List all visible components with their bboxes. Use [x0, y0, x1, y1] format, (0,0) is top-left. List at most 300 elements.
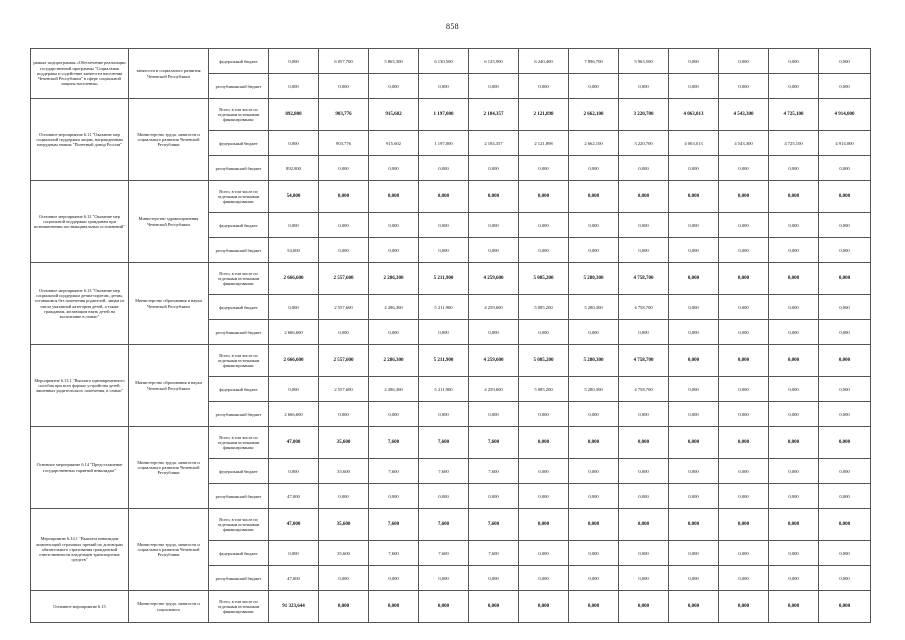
amount-cell: 7,600 [469, 509, 519, 541]
funding-source-cell: республиканский бюджет [209, 566, 269, 591]
amount-cell: 0,000 [769, 402, 819, 427]
amount-cell: 0,000 [469, 320, 519, 345]
amount-cell: 0,000 [669, 541, 719, 566]
amount-cell: 6 130,500 [419, 49, 469, 74]
amount-cell: 0,000 [269, 377, 319, 402]
amount-cell: 0,000 [719, 49, 769, 74]
amount-cell: 5 085,200 [519, 377, 569, 402]
amount-cell: 2 557,600 [319, 295, 369, 320]
amount-cell: 0,000 [369, 484, 419, 509]
amount-cell: 2 662,100 [569, 131, 619, 156]
amount-cell: 0,000 [619, 213, 669, 238]
amount-cell: 0,000 [369, 566, 419, 591]
amount-cell: 5 085,200 [519, 295, 569, 320]
funding-table-body [31, 49, 871, 623]
measure-name-cell: Мероприятие 6.14.1 "Выплата инвалидам компенсаций страховых премий по договорам обязательного страхования гражданской ответственности владельцев транспортных средств" [31, 509, 129, 591]
amount-cell: 0,000 [719, 320, 769, 345]
amount-cell: 0,000 [669, 263, 719, 295]
funding-source-cell: республиканский бюджет [209, 320, 269, 345]
amount-cell: 4 914,000 [819, 99, 871, 131]
amount-cell: 4 725,100 [769, 99, 819, 131]
measure-name-cell: Мероприятие 6.13.1 "Выплата единовременного пособия при всех формах устройства детей, лишенных родительского попечения, в семью" [31, 345, 129, 427]
funding-source-cell: федеральный бюджет [209, 377, 269, 402]
amount-cell: 0,000 [819, 74, 871, 99]
amount-cell: 0,000 [669, 484, 719, 509]
amount-cell: 0,000 [619, 238, 669, 263]
amount-cell: 4 758,700 [619, 345, 669, 377]
amount-cell: 0,000 [519, 484, 569, 509]
amount-cell: 0,000 [269, 541, 319, 566]
funding-source-cell: федеральный бюджет [209, 213, 269, 238]
amount-cell: 7,600 [419, 509, 469, 541]
amount-cell: 5 085,200 [519, 263, 569, 295]
amount-cell: 0,000 [769, 320, 819, 345]
amount-cell: 0,000 [669, 181, 719, 213]
amount-cell: 2 557,600 [319, 263, 369, 295]
page-number: 858 [446, 22, 459, 31]
amount-cell: 7,600 [419, 541, 469, 566]
table-row-total [31, 591, 871, 623]
funding-source-cell: Всего, в том числе по отдельным источникам финансирования: [209, 263, 269, 295]
amount-cell: 0,000 [519, 213, 569, 238]
amount-cell: 0,000 [419, 181, 469, 213]
table-row-total [31, 345, 871, 377]
amount-cell: 4 543,300 [719, 131, 769, 156]
amount-cell: 0,000 [519, 566, 569, 591]
amount-cell: 2 557,600 [319, 345, 369, 377]
amount-cell: 0,000 [469, 591, 519, 623]
amount-cell: 7,600 [469, 541, 519, 566]
amount-cell: 4 758,700 [619, 295, 669, 320]
amount-cell: 0,000 [319, 566, 369, 591]
amount-cell: 7,600 [469, 427, 519, 459]
amount-cell: 4 259,600 [469, 377, 519, 402]
amount-cell: 4 725,100 [769, 131, 819, 156]
amount-cell: 0,000 [669, 591, 719, 623]
amount-cell: 5 085,200 [519, 345, 569, 377]
amount-cell: 7,600 [419, 427, 469, 459]
amount-cell: 0,000 [769, 377, 819, 402]
table-row-total [31, 427, 871, 459]
amount-cell: 0,000 [819, 49, 871, 74]
amount-cell: 0,000 [719, 402, 769, 427]
executor-cell: Министерство образования и науки Чеченской Республики [129, 345, 209, 427]
amount-cell: 7,600 [369, 541, 419, 566]
funding-source-cell: Всего, в том числе по отдельным источникам финансирования: [209, 427, 269, 459]
amount-cell: 0,000 [619, 427, 669, 459]
table-row-total [31, 99, 871, 131]
executor-cell: Министерство труда, занятости и социального развития Чеченской Республики [129, 427, 209, 509]
amount-cell: 0,000 [719, 213, 769, 238]
amount-cell: 0,000 [519, 427, 569, 459]
funding-table-container [30, 48, 870, 623]
amount-cell: 0,000 [569, 181, 619, 213]
amount-cell: 0,000 [819, 402, 871, 427]
amount-cell: 4 543,300 [719, 99, 769, 131]
funding-source-cell: республиканский бюджет [209, 402, 269, 427]
amount-cell: 0,000 [769, 295, 819, 320]
amount-cell: 0,000 [619, 156, 669, 181]
funding-source-cell: Всего, в том числе по отдельным источникам финансирования: [209, 591, 269, 623]
amount-cell: 5 280,300 [569, 377, 619, 402]
amount-cell: 0,000 [619, 74, 669, 99]
amount-cell: 6 057,700 [319, 49, 369, 74]
amount-cell: 0,000 [719, 181, 769, 213]
amount-cell: 0,000 [419, 156, 469, 181]
amount-cell: 0,000 [769, 238, 819, 263]
amount-cell: 0,000 [369, 320, 419, 345]
amount-cell: 0,000 [569, 320, 619, 345]
amount-cell: 0,000 [619, 484, 669, 509]
amount-cell: 0,000 [319, 591, 369, 623]
amount-cell: 0,000 [469, 566, 519, 591]
amount-cell: 0,000 [369, 74, 419, 99]
funding-source-cell: федеральный бюджет [209, 49, 269, 74]
amount-cell: 0,000 [369, 238, 419, 263]
amount-cell: 0,000 [669, 345, 719, 377]
amount-cell: 0,000 [269, 49, 319, 74]
amount-cell: 2 286,300 [369, 345, 419, 377]
amount-cell: 2 121,898 [519, 131, 569, 156]
funding-source-cell: Всего, в том числе по отдельным источникам финансирования: [209, 345, 269, 377]
amount-cell: 0,000 [419, 566, 469, 591]
amount-cell: 0,000 [619, 541, 669, 566]
amount-cell: 54,000 [269, 181, 319, 213]
amount-cell: 0,000 [769, 427, 819, 459]
amount-cell: 0,000 [319, 484, 369, 509]
amount-cell: 0,000 [669, 320, 719, 345]
amount-cell: 0,000 [819, 181, 871, 213]
measure-name-cell: рамках подпрограммы «Обеспечение реализации государственной программы "Социальная поддержка и содействие занятости населения Чеченской Республики" в сфере социальной защиты населения» [31, 49, 129, 99]
amount-cell: 5 211,900 [419, 345, 469, 377]
amount-cell: 0,000 [769, 484, 819, 509]
amount-cell: 915,602 [369, 99, 419, 131]
amount-cell: 0,000 [769, 156, 819, 181]
amount-cell: 0,000 [669, 566, 719, 591]
amount-cell: 0,000 [569, 213, 619, 238]
amount-cell: 0,000 [669, 402, 719, 427]
amount-cell: 2 662,100 [569, 99, 619, 131]
amount-cell: 2 184,357 [469, 99, 519, 131]
amount-cell: 2 286,300 [369, 377, 419, 402]
funding-source-cell: федеральный бюджет [209, 295, 269, 320]
amount-cell: 0,000 [819, 263, 871, 295]
amount-cell: 903,776 [319, 131, 369, 156]
amount-cell: 3 220,700 [619, 131, 669, 156]
amount-cell: 0,000 [319, 156, 369, 181]
amount-cell: 0,000 [469, 484, 519, 509]
amount-cell: 0,000 [819, 427, 871, 459]
amount-cell: 0,000 [469, 156, 519, 181]
amount-cell: 0,000 [819, 156, 871, 181]
funding-source-cell: Всего, в том числе по отдельным источникам финансирования: [209, 509, 269, 541]
funding-source-cell: республиканский бюджет [209, 238, 269, 263]
amount-cell: 0,000 [619, 402, 669, 427]
amount-cell: 0,000 [619, 320, 669, 345]
amount-cell: 0,000 [819, 541, 871, 566]
funding-source-cell: Всего, в том числе по отдельным источникам финансирования: [209, 99, 269, 131]
amount-cell: 0,000 [719, 263, 769, 295]
amount-cell: 47,000 [269, 427, 319, 459]
amount-cell: 3 220,700 [619, 99, 669, 131]
amount-cell: 35,600 [319, 459, 369, 484]
amount-cell: 0,000 [419, 213, 469, 238]
amount-cell: 0,000 [319, 320, 369, 345]
amount-cell: 2 286,300 [369, 263, 419, 295]
amount-cell: 0,000 [819, 566, 871, 591]
amount-cell: 0,000 [619, 566, 669, 591]
amount-cell: 7,600 [369, 427, 419, 459]
amount-cell: 5 211,900 [419, 377, 469, 402]
amount-cell: 35,600 [319, 541, 369, 566]
amount-cell: 5 280,300 [569, 295, 619, 320]
amount-cell: 5 211,900 [419, 295, 469, 320]
amount-cell: 0,000 [569, 566, 619, 591]
amount-cell: 0,000 [519, 238, 569, 263]
amount-cell: 0,000 [669, 156, 719, 181]
amount-cell: 0,000 [819, 320, 871, 345]
amount-cell: 0,000 [469, 74, 519, 99]
amount-cell: 915,602 [369, 131, 419, 156]
funding-source-cell: республиканский бюджет [209, 156, 269, 181]
amount-cell: 4 758,700 [619, 263, 669, 295]
amount-cell: 7 896,700 [569, 49, 619, 74]
amount-cell: 0,000 [419, 74, 469, 99]
executor-cell: Министерство труда, занятости и социального [129, 591, 209, 623]
amount-cell: 5 280,300 [569, 263, 619, 295]
amount-cell: 0,000 [819, 591, 871, 623]
amount-cell: 0,000 [619, 181, 669, 213]
amount-cell: 0,000 [769, 213, 819, 238]
amount-cell: 0,000 [569, 484, 619, 509]
amount-cell: 0,000 [819, 213, 871, 238]
measure-name-cell: Основное мероприятие 6.12 "Оказание мер социальной поддержки гражданам при возникновении поствакцинальных осложнений" [31, 181, 129, 263]
table-row-total [31, 263, 871, 295]
funding-source-cell: Всего, в том числе по отдельным источникам финансирования: [209, 181, 269, 213]
amount-cell: 0,000 [369, 213, 419, 238]
amount-cell: 0,000 [469, 213, 519, 238]
amount-cell: 7,600 [469, 459, 519, 484]
amount-cell: 0,000 [769, 459, 819, 484]
amount-cell: 7,600 [369, 509, 419, 541]
table-row-federal [31, 49, 871, 74]
amount-cell: 0,000 [719, 156, 769, 181]
amount-cell: 4 259,600 [469, 263, 519, 295]
amount-cell: 0,000 [469, 238, 519, 263]
funding-source-cell: республиканский бюджет [209, 484, 269, 509]
amount-cell: 0,000 [269, 459, 319, 484]
amount-cell: 0,000 [769, 345, 819, 377]
amount-cell: 0,000 [569, 509, 619, 541]
amount-cell: 2 666,600 [269, 263, 319, 295]
amount-cell: 0,000 [319, 74, 369, 99]
amount-cell: 0,000 [569, 427, 619, 459]
amount-cell: 0,000 [319, 213, 369, 238]
amount-cell: 4 259,600 [469, 345, 519, 377]
amount-cell: 0,000 [719, 345, 769, 377]
amount-cell: 0,000 [369, 156, 419, 181]
amount-cell: 1 197,000 [419, 131, 469, 156]
amount-cell: 5 865,300 [369, 49, 419, 74]
amount-cell: 2 121,898 [519, 99, 569, 131]
amount-cell: 2 557,600 [319, 377, 369, 402]
amount-cell: 0,000 [519, 509, 569, 541]
amount-cell: 0,000 [519, 459, 569, 484]
amount-cell: 0,000 [719, 484, 769, 509]
amount-cell: 0,000 [669, 427, 719, 459]
amount-cell: 0,000 [769, 591, 819, 623]
amount-cell: 0,000 [669, 377, 719, 402]
funding-source-cell: федеральный бюджет [209, 131, 269, 156]
executor-cell: Министерство труда, занятости и социального развития Чеченской Республики [129, 509, 209, 591]
amount-cell: 0,000 [369, 591, 419, 623]
amount-cell: 91 323,644 [269, 591, 319, 623]
amount-cell: 4 758,700 [619, 377, 669, 402]
amount-cell: 0,000 [669, 49, 719, 74]
amount-cell: 54,000 [269, 238, 319, 263]
amount-cell: 0,000 [719, 377, 769, 402]
amount-cell: 0,000 [719, 427, 769, 459]
amount-cell: 5 211,900 [419, 263, 469, 295]
amount-cell: 0,000 [569, 459, 619, 484]
amount-cell: 0,000 [569, 74, 619, 99]
executor-cell: Министерство образования и науки Чеченской Республики [129, 263, 209, 345]
amount-cell: 2 666,600 [269, 320, 319, 345]
amount-cell: 0,000 [369, 402, 419, 427]
amount-cell: 4 259,600 [469, 295, 519, 320]
amount-cell: 0,000 [719, 295, 769, 320]
amount-cell: 0,000 [669, 295, 719, 320]
measure-name-cell: Основное мероприятие 6.14 "Предоставление государственных гарантий инвалидам" [31, 427, 129, 509]
executor-cell: Министерство труда, занятости и социального развития Чеченской Республики [129, 99, 209, 181]
amount-cell: 0,000 [669, 74, 719, 99]
amount-cell: 0,000 [519, 591, 569, 623]
amount-cell: 0,000 [769, 509, 819, 541]
amount-cell: 1 197,000 [419, 99, 469, 131]
amount-cell: 35,600 [319, 427, 369, 459]
amount-cell: 0,000 [719, 541, 769, 566]
amount-cell: 0,000 [819, 377, 871, 402]
amount-cell: 2 666,600 [269, 345, 319, 377]
amount-cell: 0,000 [269, 295, 319, 320]
amount-cell: 0,000 [769, 49, 819, 74]
amount-cell: 0,000 [819, 509, 871, 541]
amount-cell: 0,000 [569, 541, 619, 566]
amount-cell: 5 963,500 [619, 49, 669, 74]
funding-table [30, 48, 871, 623]
amount-cell: 7,600 [419, 459, 469, 484]
amount-cell: 0,000 [719, 566, 769, 591]
amount-cell: 0,000 [369, 181, 419, 213]
amount-cell: 0,000 [569, 156, 619, 181]
amount-cell: 0,000 [819, 484, 871, 509]
amount-cell: 6 125,900 [469, 49, 519, 74]
amount-cell: 4 063,013 [669, 99, 719, 131]
amount-cell: 7,600 [369, 459, 419, 484]
amount-cell: 892,800 [269, 99, 319, 131]
measure-name-cell: Основное мероприятие 6.13 "Оказание мер социальной поддержки детям-сиротам, детям, оставшимся без попечения родителей, лицам из числа указанной категории детей, а также гражданам, желающим взять детей на воспитание в семью" [31, 263, 129, 345]
amount-cell: 0,000 [619, 591, 669, 623]
amount-cell: 2 666,600 [269, 402, 319, 427]
amount-cell: 0,000 [269, 74, 319, 99]
amount-cell: 47,000 [269, 509, 319, 541]
funding-source-cell: федеральный бюджет [209, 459, 269, 484]
amount-cell: 4 914,000 [819, 131, 871, 156]
amount-cell: 0,000 [519, 402, 569, 427]
amount-cell: 0,000 [769, 541, 819, 566]
amount-cell: 0,000 [819, 459, 871, 484]
funding-source-cell: федеральный бюджет [209, 541, 269, 566]
measure-name-cell: Основное мероприятие 6.15 [31, 591, 129, 623]
amount-cell: 0,000 [719, 509, 769, 541]
amount-cell: 0,000 [769, 74, 819, 99]
amount-cell: 0,000 [419, 320, 469, 345]
amount-cell: 0,000 [469, 181, 519, 213]
amount-cell: 0,000 [519, 541, 569, 566]
amount-cell: 892,800 [269, 156, 319, 181]
table-row-total [31, 509, 871, 541]
amount-cell: 0,000 [719, 591, 769, 623]
amount-cell: 2 286,300 [369, 295, 419, 320]
amount-cell: 0,000 [669, 238, 719, 263]
amount-cell: 0,000 [519, 156, 569, 181]
amount-cell: 4 063,013 [669, 131, 719, 156]
amount-cell: 0,000 [569, 402, 619, 427]
amount-cell: 2 184,357 [469, 131, 519, 156]
amount-cell: 0,000 [519, 74, 569, 99]
amount-cell: 0,000 [319, 238, 369, 263]
amount-cell: 0,000 [669, 459, 719, 484]
amount-cell: 0,000 [419, 238, 469, 263]
amount-cell: 0,000 [619, 509, 669, 541]
amount-cell: 0,000 [419, 402, 469, 427]
amount-cell: 0,000 [769, 181, 819, 213]
amount-cell: 0,000 [519, 320, 569, 345]
amount-cell: 0,000 [269, 131, 319, 156]
amount-cell: 0,000 [719, 459, 769, 484]
table-row-total [31, 181, 871, 213]
measure-name-cell: Основное мероприятие 6.11 "Оказание мер социальной поддержки лицам, награжденным нагрудным знаком "Почетный донор России" [31, 99, 129, 181]
amount-cell: 6 240,400 [519, 49, 569, 74]
amount-cell: 0,000 [719, 238, 769, 263]
executor-cell: занятости и социального развития Чеченской Республики [129, 49, 209, 99]
amount-cell: 0,000 [669, 509, 719, 541]
amount-cell: 0,000 [569, 591, 619, 623]
amount-cell: 0,000 [419, 484, 469, 509]
amount-cell: 0,000 [269, 213, 319, 238]
amount-cell: 0,000 [769, 263, 819, 295]
amount-cell: 5 280,300 [569, 345, 619, 377]
amount-cell: 0,000 [719, 74, 769, 99]
amount-cell: 0,000 [769, 566, 819, 591]
amount-cell: 0,000 [819, 295, 871, 320]
funding-source-cell: республиканский бюджет [209, 74, 269, 99]
amount-cell: 0,000 [319, 402, 369, 427]
amount-cell: 0,000 [419, 591, 469, 623]
amount-cell: 0,000 [669, 213, 719, 238]
amount-cell: 0,000 [469, 402, 519, 427]
amount-cell: 35,600 [319, 509, 369, 541]
amount-cell: 47,000 [269, 484, 319, 509]
amount-cell: 47,000 [269, 566, 319, 591]
amount-cell: 0,000 [819, 238, 871, 263]
amount-cell: 0,000 [519, 181, 569, 213]
amount-cell: 903,776 [319, 99, 369, 131]
amount-cell: 0,000 [819, 345, 871, 377]
amount-cell: 0,000 [619, 459, 669, 484]
executor-cell: Министерство здравоохранения Чеченской Республики [129, 181, 209, 263]
amount-cell: 0,000 [319, 181, 369, 213]
